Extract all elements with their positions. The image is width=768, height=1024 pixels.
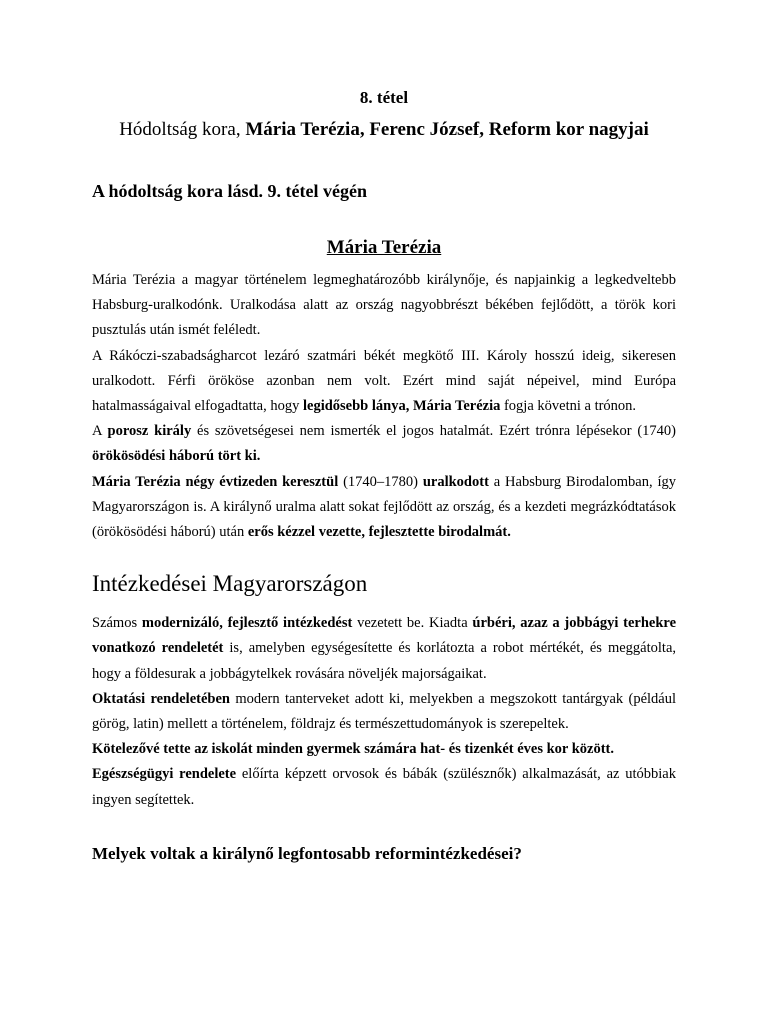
paragraph bbox=[92, 687, 676, 737]
text-run: fogja követni a trónon. bbox=[500, 398, 637, 415]
text-run-bold: legidősebb lánya, Mária Terézia bbox=[302, 398, 501, 415]
text-run: Számos bbox=[92, 615, 142, 632]
text-run: a Habsburg Birodalomban, így Magyarországon is. A királynő uralma alatt sokat fejlődött az ország, és a kezdeti megrázkódtatások (örökösödési háború) után bbox=[92, 473, 676, 541]
document-page bbox=[92, 86, 676, 867]
text-run: (1740–1780) bbox=[338, 473, 423, 490]
text-run-bold: erős kézzel vezette, fejlesztette birodalmát. bbox=[247, 524, 511, 541]
text-run-bold: Kötelezővé tette az iskolát minden gyermek számára hat- és tizenkét éves kor között. bbox=[92, 741, 614, 758]
paragraph bbox=[92, 737, 676, 762]
text-run-bold: Egészségügyi rendelete bbox=[92, 766, 237, 783]
text-run: A bbox=[92, 423, 108, 440]
paragraph bbox=[92, 344, 676, 420]
section-heading-intezkedesei: Intézkedései Magyarországon bbox=[92, 571, 368, 597]
text-run: vezetett be. Kiadta bbox=[352, 615, 473, 632]
paragraph bbox=[92, 762, 676, 812]
see-heading: A hódoltság kora lásd. 9. tétel végén bbox=[92, 181, 368, 201]
text-run: is, amelyben egységesítette és korlátozta a robot mértékét, és meggátolta, hogy a földesurak a jobbágytelkek rovására növeljék majorságaikat. bbox=[92, 640, 677, 682]
question-heading: Melyek voltak a királynő legfontosabb reformintézkedései? bbox=[92, 843, 522, 863]
document-title: 8. tétel bbox=[359, 88, 409, 107]
document-subtitle bbox=[92, 116, 676, 144]
text-run-bold: örökösödési háború tört ki. bbox=[92, 448, 261, 465]
paragraph bbox=[92, 470, 676, 546]
paragraph bbox=[92, 611, 676, 687]
paragraph: Mária Terézia a magyar történelem legmeghatározóbb királynője, és napjainkig a legkedveltebb Habsburg-uralkodónk. Uralkodása alatt az ország nagyobbrészt békében fejlődött, a török kori pusztulás után ismét feléledt. bbox=[92, 272, 676, 339]
subtitle-bold: Mária Terézia, Ferenc József, Reform kor nagyjai bbox=[245, 119, 649, 140]
subtitle-plain: Hódoltság kora, bbox=[119, 119, 246, 140]
text-run-bold: úrbéri, azaz a jobbágyi terhekre vonatkozó rendeletét bbox=[92, 615, 677, 657]
section-heading-maria-terezia: Mária Terézia bbox=[326, 237, 442, 258]
text-run-bold: Oktatási rendeletében bbox=[92, 690, 230, 707]
text-run-bold: uralkodott bbox=[422, 473, 489, 490]
text-run: modern tanterveket adott ki, melyekben a megszokott tantárgyak (például görög, latin) mellett a történelem, földrajz és természettudományok is szerepeltek. bbox=[92, 690, 676, 733]
text-run: és szövetségesei nem ismerték el jogos hatalmát. Ezért trónra lépésekor (1740) bbox=[191, 423, 677, 440]
text-run-bold: modernizáló, fejlesztő intézkedést bbox=[141, 615, 353, 632]
text-run: A Rákóczi-szabadságharcot lezáró szatmári békét megkötő III. Károly hosszú ideig, sikeresen uralkodott. Férfi örököse azonban nem volt. Ezért mind saját népeivel, mind Európa hatalmasságaival elfogadtatta, hogy bbox=[92, 347, 676, 415]
text-run-bold: Mária Terézia négy évtizeden keresztül bbox=[92, 473, 339, 490]
paragraph bbox=[92, 419, 676, 469]
text-run-bold: porosz király bbox=[107, 423, 192, 440]
text-run: előírta képzett orvosok és bábák (szülésznők) alkalmazását, az utóbbiak ingyen segítettek. bbox=[92, 766, 676, 808]
